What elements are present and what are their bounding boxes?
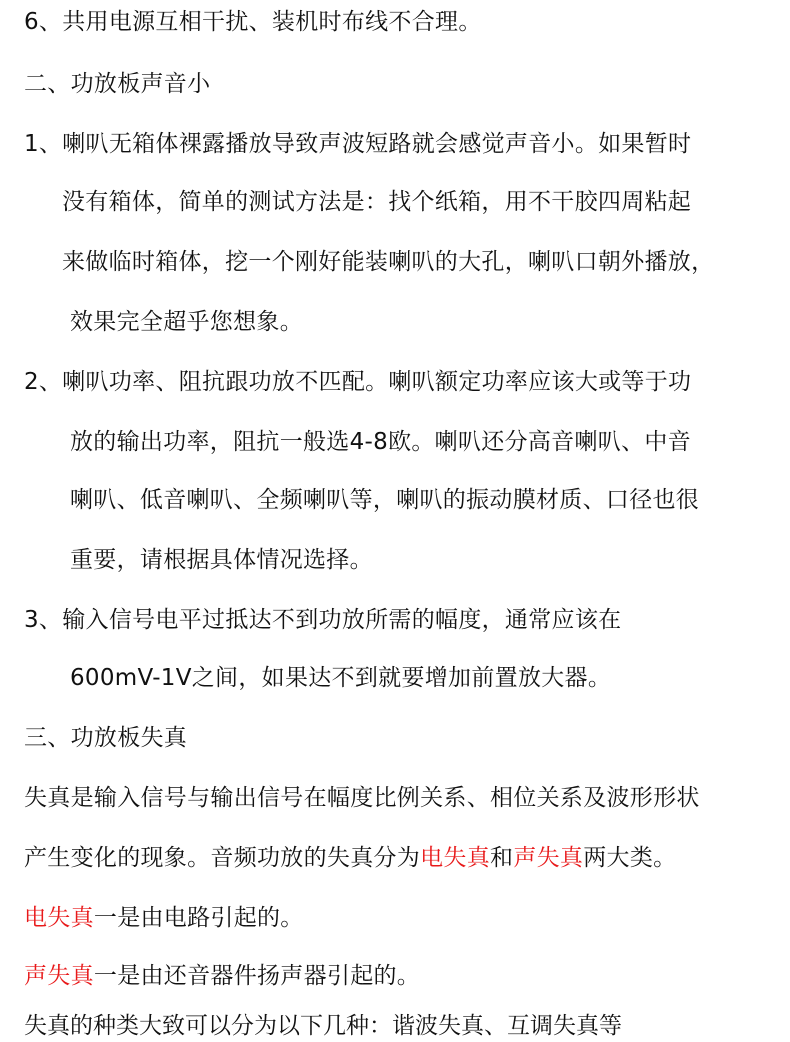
acoustic-distortion-term: 声失真 (513, 845, 584, 871)
electrical-distortion-description: 一是由电路引起的。 (93, 905, 304, 931)
paragraph-2-line-4: 重要，请根据具体情况选择。 (70, 547, 373, 573)
electrical-distortion-line (24, 902, 304, 934)
paragraph-1-line-4: 效果完全超乎您想象。 (70, 309, 303, 335)
electrical-distortion-term: 电失真 (420, 845, 491, 871)
definition-text-start: 产生变化的现象。音频功放的失真分为 (24, 845, 421, 871)
section-2-heading: 二、功放板声音小 (24, 71, 211, 97)
paragraph-2-line-2: 放的输出功率，阻抗一般选4-8欧。喇叭还分高音喇叭、中音 (70, 429, 691, 455)
definition-text-end: 两大类。 (583, 845, 677, 871)
paragraph-1-line-2: 没有箱体，简单的测试方法是：找个纸箱，用不干胶四周粘起 (62, 189, 692, 215)
paragraph-2-line-3: 喇叭、低音喇叭、全频喇叭等，喇叭的振动膜材质、口径也很 (70, 487, 700, 513)
cut-off-line (0, 1008, 790, 1039)
distortion-definition-line-2 (24, 842, 676, 874)
paragraph-1-line-1: 1、喇叭无箱体裸露播放导致声波短路就会感觉声音小。如果暂时 (24, 131, 692, 157)
acoustic-distortion-description: 一是由还音器件扬声器引起的。 (93, 963, 421, 989)
item-6-text: 6、共用电源互相干扰、装机时布线不合理。 (24, 9, 482, 35)
definition-conjunction: 和 (490, 845, 514, 871)
acoustic-distortion-line (24, 960, 420, 992)
cut-off-line-text: 失真的种类大致可以分为以下几种：谐波失真、互调失真等 (24, 1013, 622, 1039)
section-3-heading: 三、功放板失真 (24, 725, 188, 751)
acoustic-distortion-label: 声失真 (24, 963, 94, 989)
paragraph-1-line-3: 来做临时箱体，挖一个刚好能装喇叭的大孔，喇叭口朝外播放， (62, 249, 715, 275)
paragraph-2-line-1: 2、喇叭功率、阻抗跟功放不匹配。喇叭额定功率应该大或等于功 (24, 369, 692, 395)
distortion-definition-line-1: 失真是输入信号与输出信号在幅度比例关系、相位关系及波形形状 (24, 785, 700, 811)
electrical-distortion-label: 电失真 (24, 905, 94, 931)
paragraph-3-line-2: 600mV-1V之间，如果达不到就要增加前置放大器。 (70, 665, 612, 691)
paragraph-3-line-1: 3、输入信号电平过抵达不到功放所需的幅度，通常应该在 (24, 607, 622, 633)
